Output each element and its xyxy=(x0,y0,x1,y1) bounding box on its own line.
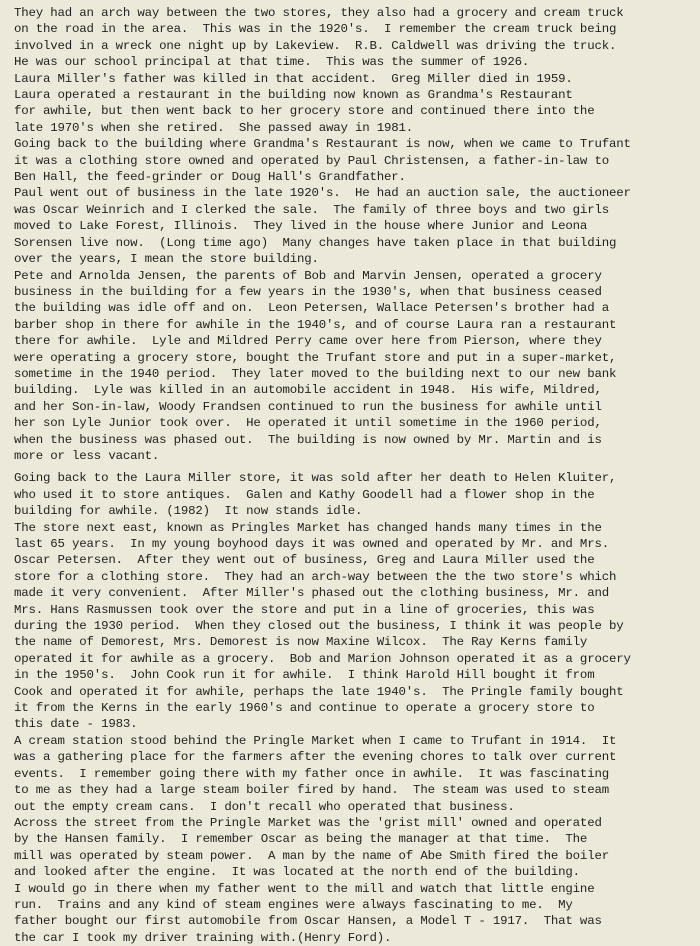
text-line: to me as they had a large steam boiler fired by hand. The steam was used to steam xyxy=(14,783,609,798)
paragraph xyxy=(14,733,686,815)
text-line: father bought our first automobile from Oscar Hansen, a Model T - 1917. That was xyxy=(14,914,602,929)
text-line: run. Trains and any kind of steam engines were always fascinating to me. My xyxy=(14,897,573,912)
text-line: this date - 1983. xyxy=(14,717,138,732)
text-line: events. I remember going there with my father once in awhile. It was fascinating xyxy=(14,766,609,781)
text-line: moved to Lake Forest, Illinois. They lived in the house where Junior and Leona xyxy=(14,219,588,234)
text-line: during the 1930 period. When they closed out the business, I think it was people by xyxy=(14,619,624,634)
text-line: in the 1950's. John Cook run it for awhile. I think Harold Hill bought it from xyxy=(14,668,595,683)
text-line: Across the street from the Pringle Market was the 'grist mill' owned and operated xyxy=(14,815,602,830)
text-line: out the empty cream cans. I don't recall who operated that business. xyxy=(14,799,515,814)
text-line: A cream station stood behind the Pringle Market when I came to Trufant in 1914. It xyxy=(14,733,617,748)
text-line: I would go in there when my father went to the mill and watch that little engine xyxy=(14,881,595,896)
text-line: Going back to the building where Grandma's Restaurant is now, when we came to Trufant xyxy=(14,137,631,152)
text-line: Laura Miller's father was killed in that accident. Greg Miller died in 1959. xyxy=(14,71,573,86)
text-line: Ben Hall, the feed-grinder or Doug Hall's Grandfather. xyxy=(14,170,406,185)
text-line: when the business was phased out. The building is now owned by Mr. Martin and is xyxy=(14,432,602,447)
text-line: Paul went out of business in the late 1920's. He had an auction sale, the auctioneer xyxy=(14,186,631,201)
text-line: and her Son-in-law, Woody Frandsen continued to run the business for awhile until xyxy=(14,399,602,414)
text-line: who used it to store antiques. Galen and Kathy Goodell had a flower shop in the xyxy=(14,487,595,502)
text-line: barber shop in there for awhile in the 1940's, and of course Laura ran a restaurant xyxy=(14,317,617,332)
text-line: Oscar Petersen. After they went out of business, Greg and Laura Miller used the xyxy=(14,553,595,568)
text-line: for awhile, but then went back to her grocery store and continued there into the xyxy=(14,104,595,119)
text-line: mill was operated by steam power. A man by the name of Abe Smith fired the boiler xyxy=(14,848,609,863)
text-line: more or less vacant. xyxy=(14,448,160,463)
paragraph xyxy=(14,520,686,733)
text-line: They had an arch way between the two stores, they also had a grocery and cream truck xyxy=(14,6,624,20)
paragraph xyxy=(14,268,686,465)
text-line: Cook and operated it for awhile, perhaps the late 1940's. The Pringle family bought xyxy=(14,684,624,699)
text-line: operated it for awhile as a grocery. Bob and Marion Johnson operated it as a grocery xyxy=(14,651,631,666)
text-line: Going back to the Laura Miller store, it was sold after her death to Helen Kluiter, xyxy=(14,471,617,486)
text-line: building. Lyle was killed in an automobile accident in 1948. His wife, Mildred, xyxy=(14,383,602,398)
paragraph xyxy=(14,136,686,185)
text-line: was a gathering place for the farmers after the evening chores to talk over current xyxy=(14,750,617,765)
text-line: building for awhile. (1982) It now stands idle. xyxy=(14,504,363,519)
paragraph xyxy=(14,815,686,881)
text-line: on the road in the area. This was in the 1920's. I remember the cream truck being xyxy=(14,22,617,37)
paragraph xyxy=(14,5,686,71)
text-line: Laura operated a restaurant in the building now known as Grandma's Restaurant xyxy=(14,88,573,103)
text-line: store for a clothing store. They had an arch-way between the the two store's which xyxy=(14,569,617,584)
text-line: Pete and Arnolda Jensen, the parents of Bob and Marvin Jensen, operated a grocery xyxy=(14,268,602,283)
text-line: late 1970's when she retired. She passed away in 1981. xyxy=(14,120,414,135)
text-line: it from the Kerns in the early 1960's and continue to operate a grocery store to xyxy=(14,701,595,716)
text-line: Sorensen live now. (Long time ago) Many changes have taken place in that building xyxy=(14,235,617,250)
paragraph xyxy=(14,185,686,267)
paragraph xyxy=(14,881,686,946)
text-line: The store next east, known as Pringles Market has changed hands many times in the xyxy=(14,520,602,535)
paragraph xyxy=(14,470,686,519)
text-line: her son Lyle Junior took over. He operated it until sometime in the 1960 period, xyxy=(14,416,602,431)
text-line: and looked after the engine. It was located at the north end of the building. xyxy=(14,865,580,880)
text-line: it was a clothing store owned and operated by Paul Christensen, a father-in-law to xyxy=(14,153,609,168)
text-line: made it very convenient. After Miller's phased out the clothing business, Mr. and xyxy=(14,586,609,601)
paragraph xyxy=(14,71,686,87)
text-line: Mrs. Hans Rasmussen took over the store and put in a line of groceries, this was xyxy=(14,602,595,617)
text-line: by the Hansen family. I remember Oscar as being the manager at that time. The xyxy=(14,832,588,847)
text-line: over the years, I mean the store building. xyxy=(14,252,319,267)
text-line: was Oscar Weinrich and I clerked the sale. The family of three boys and two girls xyxy=(14,202,609,217)
text-line: sometime in the 1940 period. They later moved to the building next to our new bank xyxy=(14,366,617,381)
text-line: involved in a wreck one night up by Lakeview. R.B. Caldwell was driving the truck. xyxy=(14,38,617,53)
text-line: were operating a grocery store, bought the Trufant store and put in a super-market, xyxy=(14,350,617,365)
text-line: the car I took my driver training with.(Henry Ford). xyxy=(14,930,392,945)
text-line: last 65 years. In my young boyhood days it was owned and operated by Mr. and Mrs. xyxy=(14,537,609,551)
text-line: business in the building for a few years in the 1930's, when that business ceased xyxy=(14,284,602,299)
text-line: the name of Demorest, Mrs. Demorest is now Maxine Wilcox. The Ray Kerns family xyxy=(14,635,588,650)
text-line: He was our school principal at that time. This was the summer of 1926. xyxy=(14,55,530,70)
paragraph xyxy=(14,87,686,136)
text-line: the building was idle off and on. Leon Petersen, Wallace Petersen's brother had a xyxy=(14,301,609,316)
text-line: there for awhile. Lyle and Mildred Perry came over here from Pierson, where they xyxy=(14,334,602,349)
